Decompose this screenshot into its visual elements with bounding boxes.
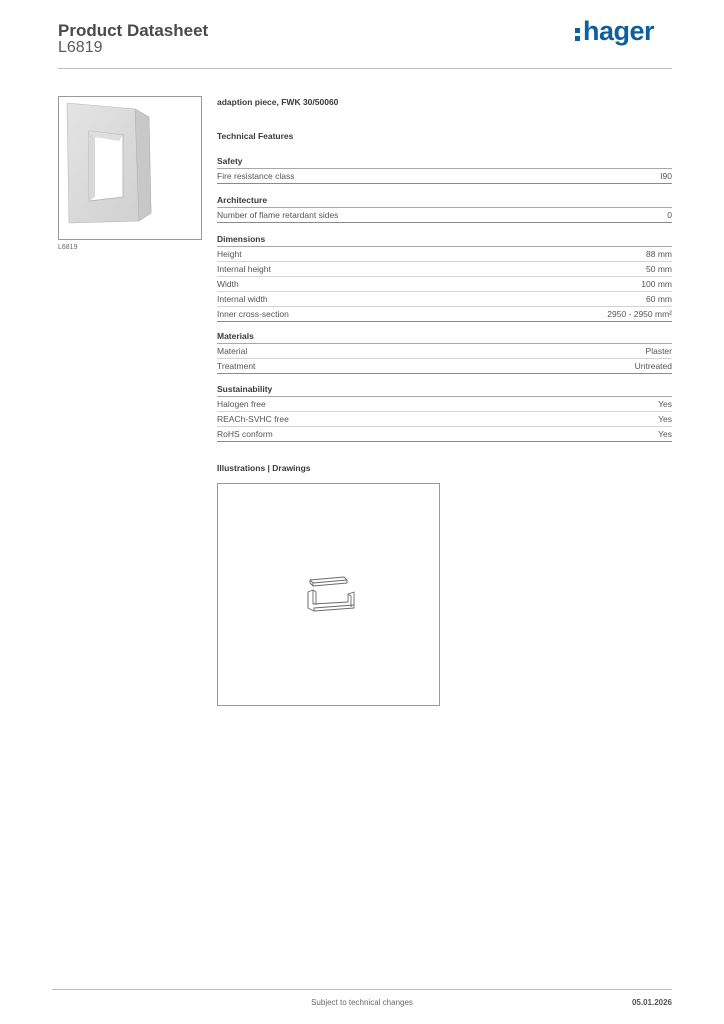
technical-features-title: Technical Features [217,131,294,141]
spec-label: Height [217,249,242,259]
technical-drawing [217,483,440,706]
illustrations-title: Illustrations | Drawings [217,463,311,473]
spec-row [217,397,672,412]
spec-value: Plaster [645,346,672,356]
spec-label: Halogen free [217,399,266,409]
spec-label: RoHS conform [217,429,273,439]
spec-row [217,427,672,442]
spec-row [217,208,672,223]
spec-label: Treatment [217,361,256,371]
spec-label: REACh-SVHC free [217,414,289,424]
section-safety [217,155,672,184]
photo-caption: L6819 [58,244,78,251]
spec-row [217,412,672,427]
article-number: L6819 [58,39,103,56]
spec-value: 50 mm [646,264,672,274]
logo-colon-mark [575,24,581,40]
spec-row [217,292,672,307]
section-title: Sustainability [217,383,672,397]
spec-value: Yes [658,399,672,409]
spec-value: 88 mm [646,249,672,259]
spec-label: Inner cross-section [217,309,289,319]
product-photo [58,96,202,240]
spec-value: 2950 - 2950 mm² [607,309,672,319]
spec-value: Yes [658,429,672,439]
footer-note: Subject to technical changes [311,998,413,1007]
section-title: Architecture [217,194,672,208]
product-frame-illustration [59,97,201,239]
header-divider [58,68,672,69]
spec-row [217,359,672,374]
spec-row [217,344,672,359]
spec-value: 100 mm [641,279,672,289]
footer-date: 05.01.2026 [631,998,672,1007]
footer-divider [52,989,672,990]
brand-logo [575,16,654,47]
section-title: Materials [217,330,672,344]
spec-row [217,277,672,292]
spec-label: Number of flame retardant sides [217,210,339,220]
spec-value: I90 [660,171,672,181]
section-dimensions [217,233,672,322]
section-materials [217,330,672,374]
line-drawing-illustration [218,484,439,705]
spec-value: 60 mm [646,294,672,304]
spec-value: Untreated [634,361,672,371]
spec-row [217,247,672,262]
spec-label: Fire resistance class [217,171,295,181]
section-title: Safety [217,155,672,169]
product-name: adaption piece, FWK 30/50060 [217,97,339,107]
spec-row [217,262,672,277]
section-sustainability [217,383,672,442]
section-title: Dimensions [217,233,672,247]
spec-row [217,169,672,184]
page-title: Product Datasheet [58,21,209,40]
spec-value: Yes [658,414,672,424]
section-architecture [217,194,672,223]
spec-label: Width [217,279,239,289]
spec-value: 0 [667,210,672,220]
spec-row [217,307,672,322]
spec-label: Internal width [217,294,268,304]
spec-label: Internal height [217,264,271,274]
brand-name: hager [582,16,654,46]
spec-label: Material [217,346,248,356]
